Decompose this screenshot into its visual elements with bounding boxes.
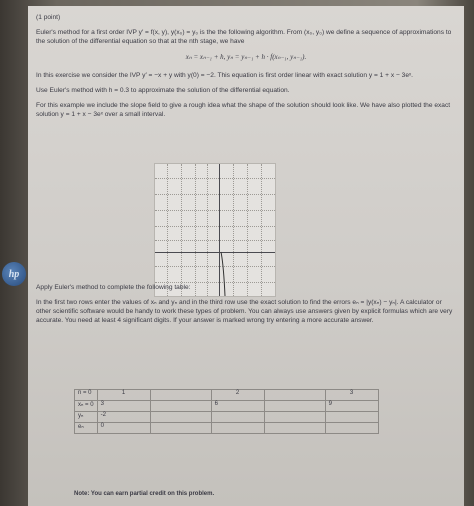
intro-paragraph: Euler's method for a first order IVP y′ = f(x, y), y(x₀) = y₀ is the the following algorithm. From (x₀, y₀) we define a sequence of approximations to the solution of the differential equation so that at the nth stage, we have: [36, 28, 452, 45]
table-cell-input[interactable]: [211, 423, 264, 434]
table-cell-input[interactable]: [325, 412, 378, 423]
points-label: (1 point): [36, 14, 61, 21]
table-cell-input[interactable]: [150, 423, 211, 434]
table-cell-input[interactable]: 9: [325, 401, 378, 412]
exercise-paragraph: In this exercise we consider the IVP y′ = −x + y with y(0) = −2. This equation is first order linear with exact solution y = 1 + x − 3eˣ.: [36, 72, 413, 80]
table-header-cell: n = 0: [75, 390, 98, 401]
table-row-label: eₙ: [75, 423, 98, 434]
table-header-cell: [150, 390, 211, 401]
problem-content: [36, 14, 456, 126]
table-cell-input[interactable]: [325, 423, 378, 434]
table-row-label: xₙ = 0: [75, 401, 98, 412]
table-header-cell: 2: [211, 390, 264, 401]
table-header-cell: [264, 390, 325, 401]
table-cell-input[interactable]: 6: [211, 401, 264, 412]
table-header-cell: 1: [97, 390, 150, 401]
browser-page: [28, 6, 464, 506]
exact-solution-curve: [155, 164, 275, 296]
euler-formula: xₙ = xₙ₋₁ + h, yₙ = yₙ₋₁ + h · f(xₙ₋₁, yₙ₋₁).: [185, 52, 307, 61]
table-cell-value: -2: [97, 412, 150, 423]
slope-field-plot: [154, 163, 276, 297]
table-cell-input[interactable]: [150, 412, 211, 423]
table-cell-input[interactable]: [264, 423, 325, 434]
instruction-paragraph: Use Euler's method with h = 0.3 to approximate the solution of the differential equation.: [36, 87, 290, 94]
table-header-cell: 3: [325, 390, 378, 401]
table-cell-input[interactable]: 3: [97, 401, 150, 412]
euler-table: [74, 389, 379, 434]
slope-field-paragraph: For this example we include the slope field to give a rough idea what the shape of the solution should look like. We have also plotted the exact solution y = 1 + x − 3eˣ over a small interval.: [36, 101, 451, 118]
hp-logo: hp: [2, 262, 26, 286]
partial-credit-note: Note: You can earn partial credit on this problem.: [74, 491, 215, 497]
table-instructions: [36, 284, 456, 332]
table-cell-input[interactable]: [150, 401, 211, 412]
table-cell-value: 0: [97, 423, 150, 434]
table-cell-input[interactable]: [264, 401, 325, 412]
table-row-label: yₙ: [75, 412, 98, 423]
table-cell-input[interactable]: [211, 412, 264, 423]
table-cell-input[interactable]: [264, 412, 325, 423]
apply-paragraph: Apply Euler's method to complete the following table:: [36, 284, 191, 291]
rows-paragraph: In the first two rows enter the values of xₙ and yₙ and in the third row use the exact solution to find the errors eₙ = |y(xₙ) − yₙ|. A calculator or other scientific software would be handy to work these types of problem. You can always use answers given by explicit formulas which are very accurate. You need at least 4 significant digits. If your answer is marked wrong try entering a more accurate answer.: [36, 298, 453, 324]
